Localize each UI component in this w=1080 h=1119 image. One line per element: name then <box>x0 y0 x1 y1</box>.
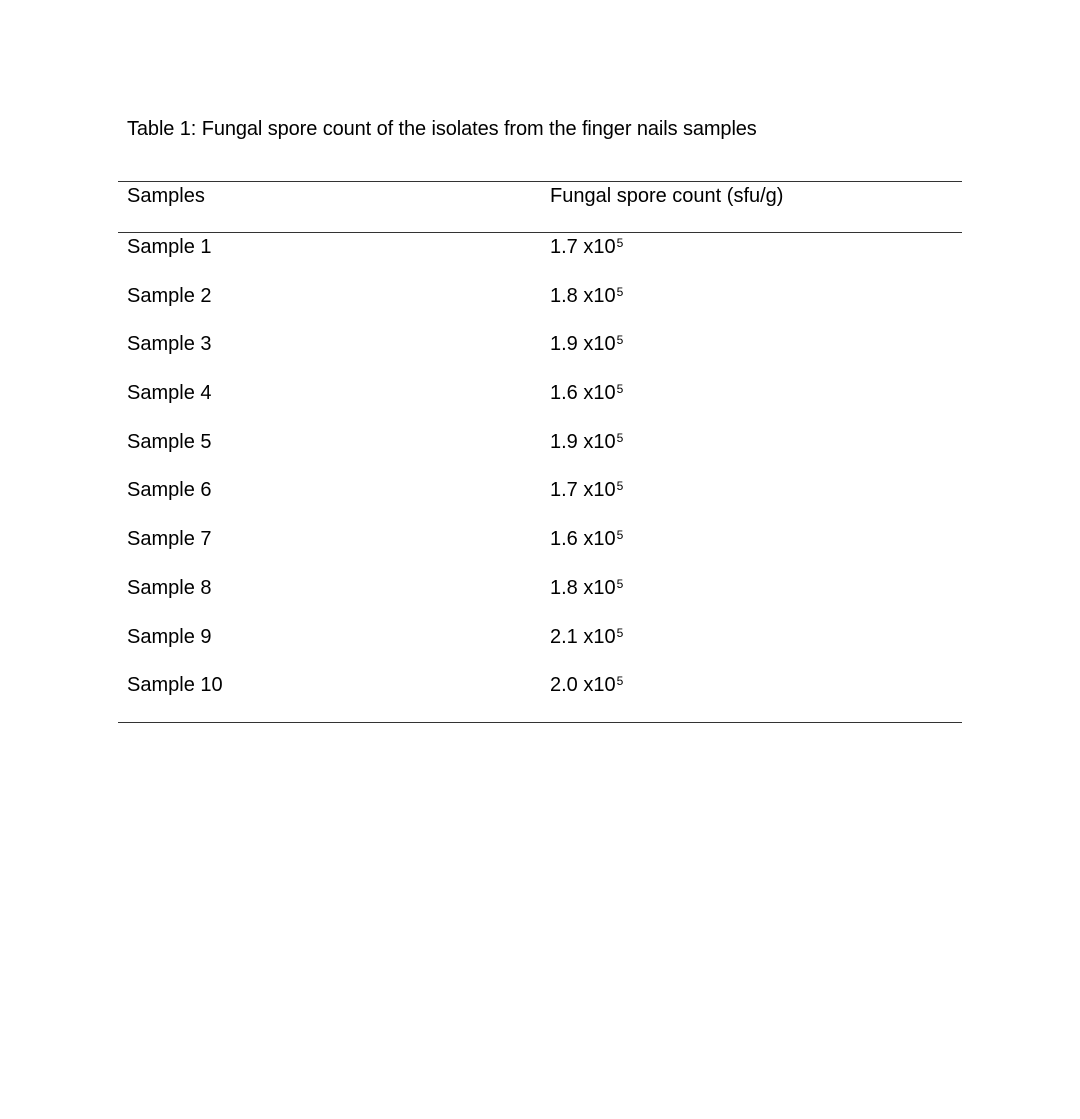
count-cell <box>541 575 962 624</box>
count-exponent: 5 <box>616 528 624 543</box>
count-exponent: 5 <box>616 382 624 397</box>
count-base: 1.6 x10 <box>550 382 616 405</box>
sample-cell: Sample 4 <box>127 382 212 405</box>
spore-count-table-container <box>118 181 962 723</box>
count-base: 2.1 x10 <box>550 625 616 648</box>
count-exponent: 5 <box>616 479 624 494</box>
count-cell <box>541 283 962 332</box>
table-row <box>118 672 962 723</box>
count-cell <box>541 624 962 673</box>
sample-cell: Sample 2 <box>127 284 212 307</box>
sample-cell: Sample 1 <box>127 236 212 258</box>
header-row <box>118 182 962 233</box>
table-row <box>118 429 962 478</box>
count-base: 2.0 x10 <box>550 674 616 697</box>
count-cell <box>541 380 962 429</box>
table-row <box>118 477 962 526</box>
header-spore-count: Fungal spore count (sfu/g) <box>550 185 784 207</box>
count-cell <box>541 331 962 380</box>
count-base: 1.7 x10 <box>550 479 616 502</box>
count-cell <box>541 429 962 478</box>
sample-cell: Sample 8 <box>127 576 212 599</box>
count-exponent: 5 <box>616 674 624 689</box>
header-samples: Samples <box>127 185 205 207</box>
table-row <box>118 283 962 332</box>
table-row <box>118 526 962 575</box>
table-row <box>118 624 962 673</box>
table-row <box>118 380 962 429</box>
count-exponent: 5 <box>616 430 624 445</box>
sample-cell: Sample 7 <box>127 528 212 551</box>
count-exponent: 5 <box>616 625 624 640</box>
table-row <box>118 233 962 283</box>
count-exponent: 5 <box>616 333 624 348</box>
table-header <box>118 182 962 233</box>
count-cell <box>541 672 962 723</box>
table-caption: Table 1: Fungal spore count of the isolates from the finger nails samples <box>127 118 757 140</box>
sample-cell: Sample 6 <box>127 479 212 502</box>
count-base: 1.8 x10 <box>550 576 616 599</box>
count-exponent: 5 <box>616 576 624 591</box>
count-base: 1.9 x10 <box>550 430 616 453</box>
count-base: 1.8 x10 <box>550 284 616 307</box>
table-row <box>118 331 962 380</box>
table-row <box>118 575 962 624</box>
count-cell <box>541 233 962 283</box>
table-body <box>118 233 962 723</box>
count-base: 1.9 x10 <box>550 333 616 356</box>
sample-cell: Sample 10 <box>127 674 223 697</box>
count-cell <box>541 526 962 575</box>
sample-cell: Sample 9 <box>127 625 212 648</box>
count-exponent: 5 <box>616 236 624 250</box>
sample-cell: Sample 3 <box>127 333 212 356</box>
count-exponent: 5 <box>616 284 624 299</box>
spore-count-table <box>118 181 962 723</box>
count-cell <box>541 477 962 526</box>
sample-cell: Sample 5 <box>127 430 212 453</box>
count-base: 1.6 x10 <box>550 528 616 551</box>
count-base: 1.7 x10 <box>550 236 616 258</box>
